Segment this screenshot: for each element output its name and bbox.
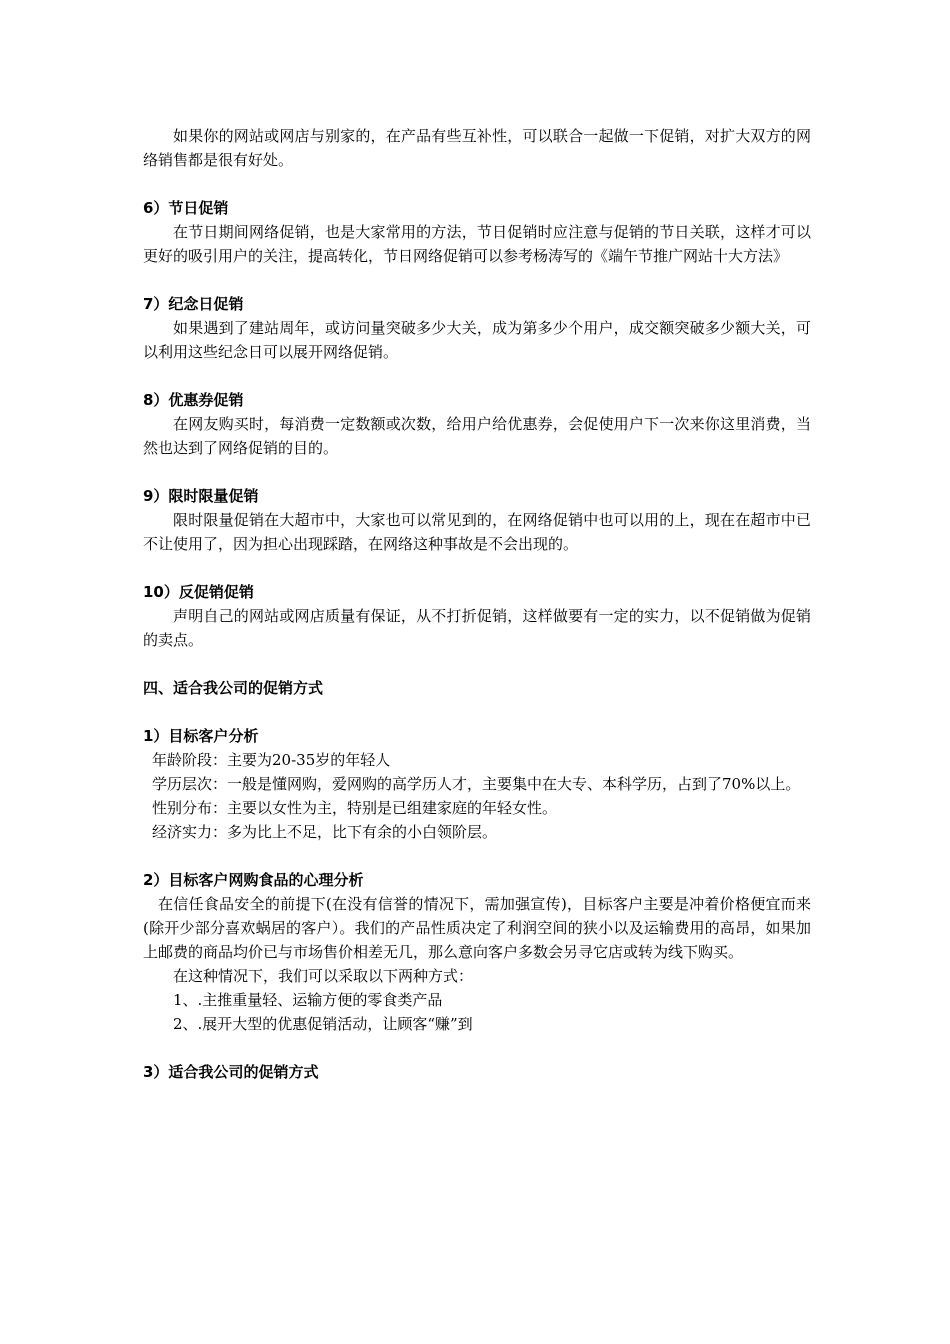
limited-promotion-paragraph: 限时限量促销在大超市中，大家也可以常见到的，在网络促销中也可以用的上，现在在超市中已不让使用了，因为担心出现踩踏，在网络这种事故是不会出现的。 xyxy=(143,511,811,553)
methods-lead-line: 在这种情况下，我们可以采取以下两种方式： xyxy=(173,967,474,985)
holiday-promotion-paragraph: 在节日期间网络促销，也是大家常用的方法，节日促销时应注意与促销的节日关联，这样才可以更好的吸引用户的关注，提高转化，节日网络促销可以参考杨涛写的《端午节推广网站十大方法》 xyxy=(143,223,811,265)
coupon-promotion-paragraph: 在网友购买时，每消费一定数额或次数，给用户给优惠券，会促使用户下一次来你这里消费，当然也达到了网络促销的目的。 xyxy=(143,415,811,457)
method-item-2: 2、.展开大型的优惠促销活动，让顾客“赚”到 xyxy=(173,1015,473,1033)
customer-gender-line: 性别分布：主要以女性为主，特别是已组建家庭的年轻女性。 xyxy=(152,799,558,817)
heading-anti-promotion: 10）反促销促销 xyxy=(143,583,254,601)
heading-target-customer-analysis: 1）目标客户分析 xyxy=(143,727,259,745)
heading-limited-promotion: 9）限时限量促销 xyxy=(143,487,259,505)
heading-customer-psychology: 2）目标客户网购食品的心理分析 xyxy=(143,871,364,889)
heading-coupon-promotion: 8）优惠券促销 xyxy=(143,391,244,409)
anniversary-promotion-paragraph: 如果遇到了建站周年，或访问量突破多少大关，成为第多少个用户，成交额突破多少额大关，可以利用这些纪念日可以展开网络促销。 xyxy=(143,319,811,361)
customer-education-line: 学历层次：一般是懂网购，爱网购的高学历人才，主要集中在大专、本科学历，占到了70%以上。 xyxy=(152,775,801,793)
heading-company-promotion-methods: 3）适合我公司的促销方式 xyxy=(143,1063,319,1081)
anti-promotion-paragraph: 声明自己的网站或网店质量有保证，从不打折促销，这样做要有一定的实力，以不促销做为促销的卖点。 xyxy=(143,607,811,649)
method-item-1: 1、.主推重量轻、运输方便的零食类产品 xyxy=(173,991,443,1009)
customer-age-line: 年龄阶段：主要为20-35岁的年轻人 xyxy=(152,751,391,769)
section-four-title: 四、适合我公司的促销方式 xyxy=(143,679,324,697)
intro-paragraph: 如果你的网站或网店与别家的，在产品有些互补性，可以联合一起做一下促销，对扩大双方的网络销售都是很有好处。 xyxy=(143,127,811,169)
document-page xyxy=(143,124,811,1084)
customer-psychology-paragraph: 在信任食品安全的前提下(在没有信誉的情况下，需加强宣传)，目标客户主要是冲着价格便宜而来(除开少部分喜欢蜗居的客户）。我们的产品性质决定了利润空间的狭小以及运输费用的高昂，如果加上邮费的商品均价已与市场售价相差无几，那么意向客户多数会另寻它店或转为线下购买。 xyxy=(143,895,811,961)
heading-anniversary-promotion: 7）纪念日促销 xyxy=(143,295,244,313)
heading-holiday-promotion: 6）节日促销 xyxy=(143,199,229,217)
customer-economy-line: 经济实力：多为比上不足，比下有余的小白领阶层。 xyxy=(152,823,498,841)
